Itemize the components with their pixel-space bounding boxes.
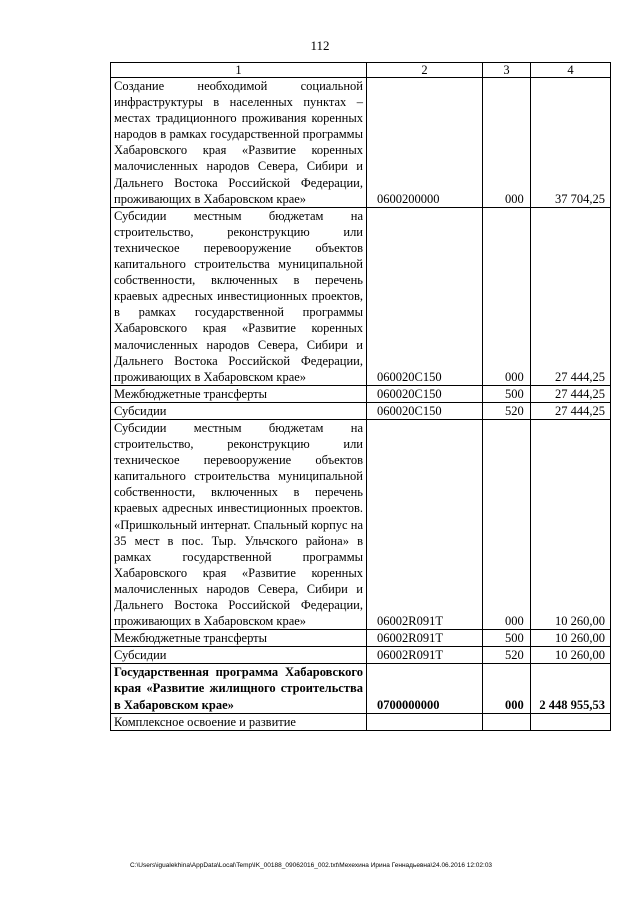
- table-row-program: [111, 664, 611, 713]
- row-code: 0600200000: [367, 78, 483, 208]
- table-row: [111, 419, 611, 629]
- row-description: Субсидии местным бюджетам на строительство, реконструкцию или техническое перевооружение объектов капитального строительства муниципальной собственности, включенных в перечень краевых адресных инвестиционных проектов, в рамках государственной программы Хабаровского края «Развитие коренных малочисленных народов Севера, Сибири и Дальнего Востока Российской Федерации, проживающих в Хабаровском крае»: [111, 207, 367, 385]
- header-col-3: 3: [483, 63, 531, 78]
- row-code: 060020С150: [367, 385, 483, 402]
- row-amount: 27 444,25: [531, 402, 611, 419]
- row-amount: [531, 713, 611, 730]
- file-path-footer: C:\Users\igualekhina\AppData\Local\Temp\IK_00188_09062016_002.txt\Мехехина Ирина Геннадьевна\24.06.2016 12:02:03: [130, 862, 493, 869]
- table-row: [111, 402, 611, 419]
- row-code: 06002R091T: [367, 647, 483, 664]
- row-code: 060020С150: [367, 207, 483, 385]
- header-row: [111, 63, 611, 78]
- row-amount: 2 448 955,53: [531, 664, 611, 713]
- row-type: 000: [483, 664, 531, 713]
- row-type: 520: [483, 647, 531, 664]
- page-number: 112: [310, 38, 330, 53]
- row-type: 500: [483, 630, 531, 647]
- row-amount: 27 444,25: [531, 207, 611, 385]
- budget-table: [110, 62, 611, 731]
- row-type: 500: [483, 385, 531, 402]
- table-row: [111, 385, 611, 402]
- row-description: Комплексное освоение и развитие: [111, 713, 367, 730]
- row-amount: 27 444,25: [531, 385, 611, 402]
- row-type: [483, 713, 531, 730]
- table-row-continued: [111, 713, 611, 730]
- row-amount: 10 260,00: [531, 647, 611, 664]
- row-amount: 10 260,00: [531, 630, 611, 647]
- table-row: [111, 630, 611, 647]
- row-amount: 37 704,25: [531, 78, 611, 208]
- row-description: Субсидии: [111, 402, 367, 419]
- row-description: Межбюджетные трансферты: [111, 630, 367, 647]
- row-type: 000: [483, 419, 531, 629]
- table-row: [111, 78, 611, 208]
- row-code: 06002R091T: [367, 419, 483, 629]
- row-type: 520: [483, 402, 531, 419]
- row-description: Создание необходимой социальной инфраструктуры в населенных пунктах – местах традиционного проживания коренных народов в рамках государственной программы Хабаровского края «Развитие коренных малочисленных народов Севера, Сибири и Дальнего Востока Российской Федерации, проживающих в Хабаровском крае»: [111, 78, 367, 208]
- row-code: 060020С150: [367, 402, 483, 419]
- row-type: 000: [483, 207, 531, 385]
- header-col-2: 2: [367, 63, 483, 78]
- row-code: [367, 713, 483, 730]
- row-description: Межбюджетные трансферты: [111, 385, 367, 402]
- row-code: 0700000000: [367, 664, 483, 713]
- row-description: Государственная программа Хабаровского края «Развитие жилищного строительства в Хабаровском крае»: [111, 664, 367, 713]
- table-row: [111, 207, 611, 385]
- header-col-4: 4: [531, 63, 611, 78]
- row-amount: 10 260,00: [531, 419, 611, 629]
- row-description: Субсидии местным бюджетам на строительство, реконструкцию или техническое перевооружение объектов капитального строительства муниципальной собственности, включенных в перечень краевых адресных инвестиционных проектов. «Пришкольный интернат. Спальный корпус на 35 мест в пос. Тыр. Ульчского района» в рамках государственной программы Хабаровского края «Развитие коренных малочисленных народов Севера, Сибири и Дальнего Востока Российской Федерации, проживающих в Хабаровском крае»: [111, 419, 367, 629]
- row-code: 06002R091T: [367, 630, 483, 647]
- row-description: Субсидии: [111, 647, 367, 664]
- header-col-1: 1: [111, 63, 367, 78]
- row-type: 000: [483, 78, 531, 208]
- table-row: [111, 647, 611, 664]
